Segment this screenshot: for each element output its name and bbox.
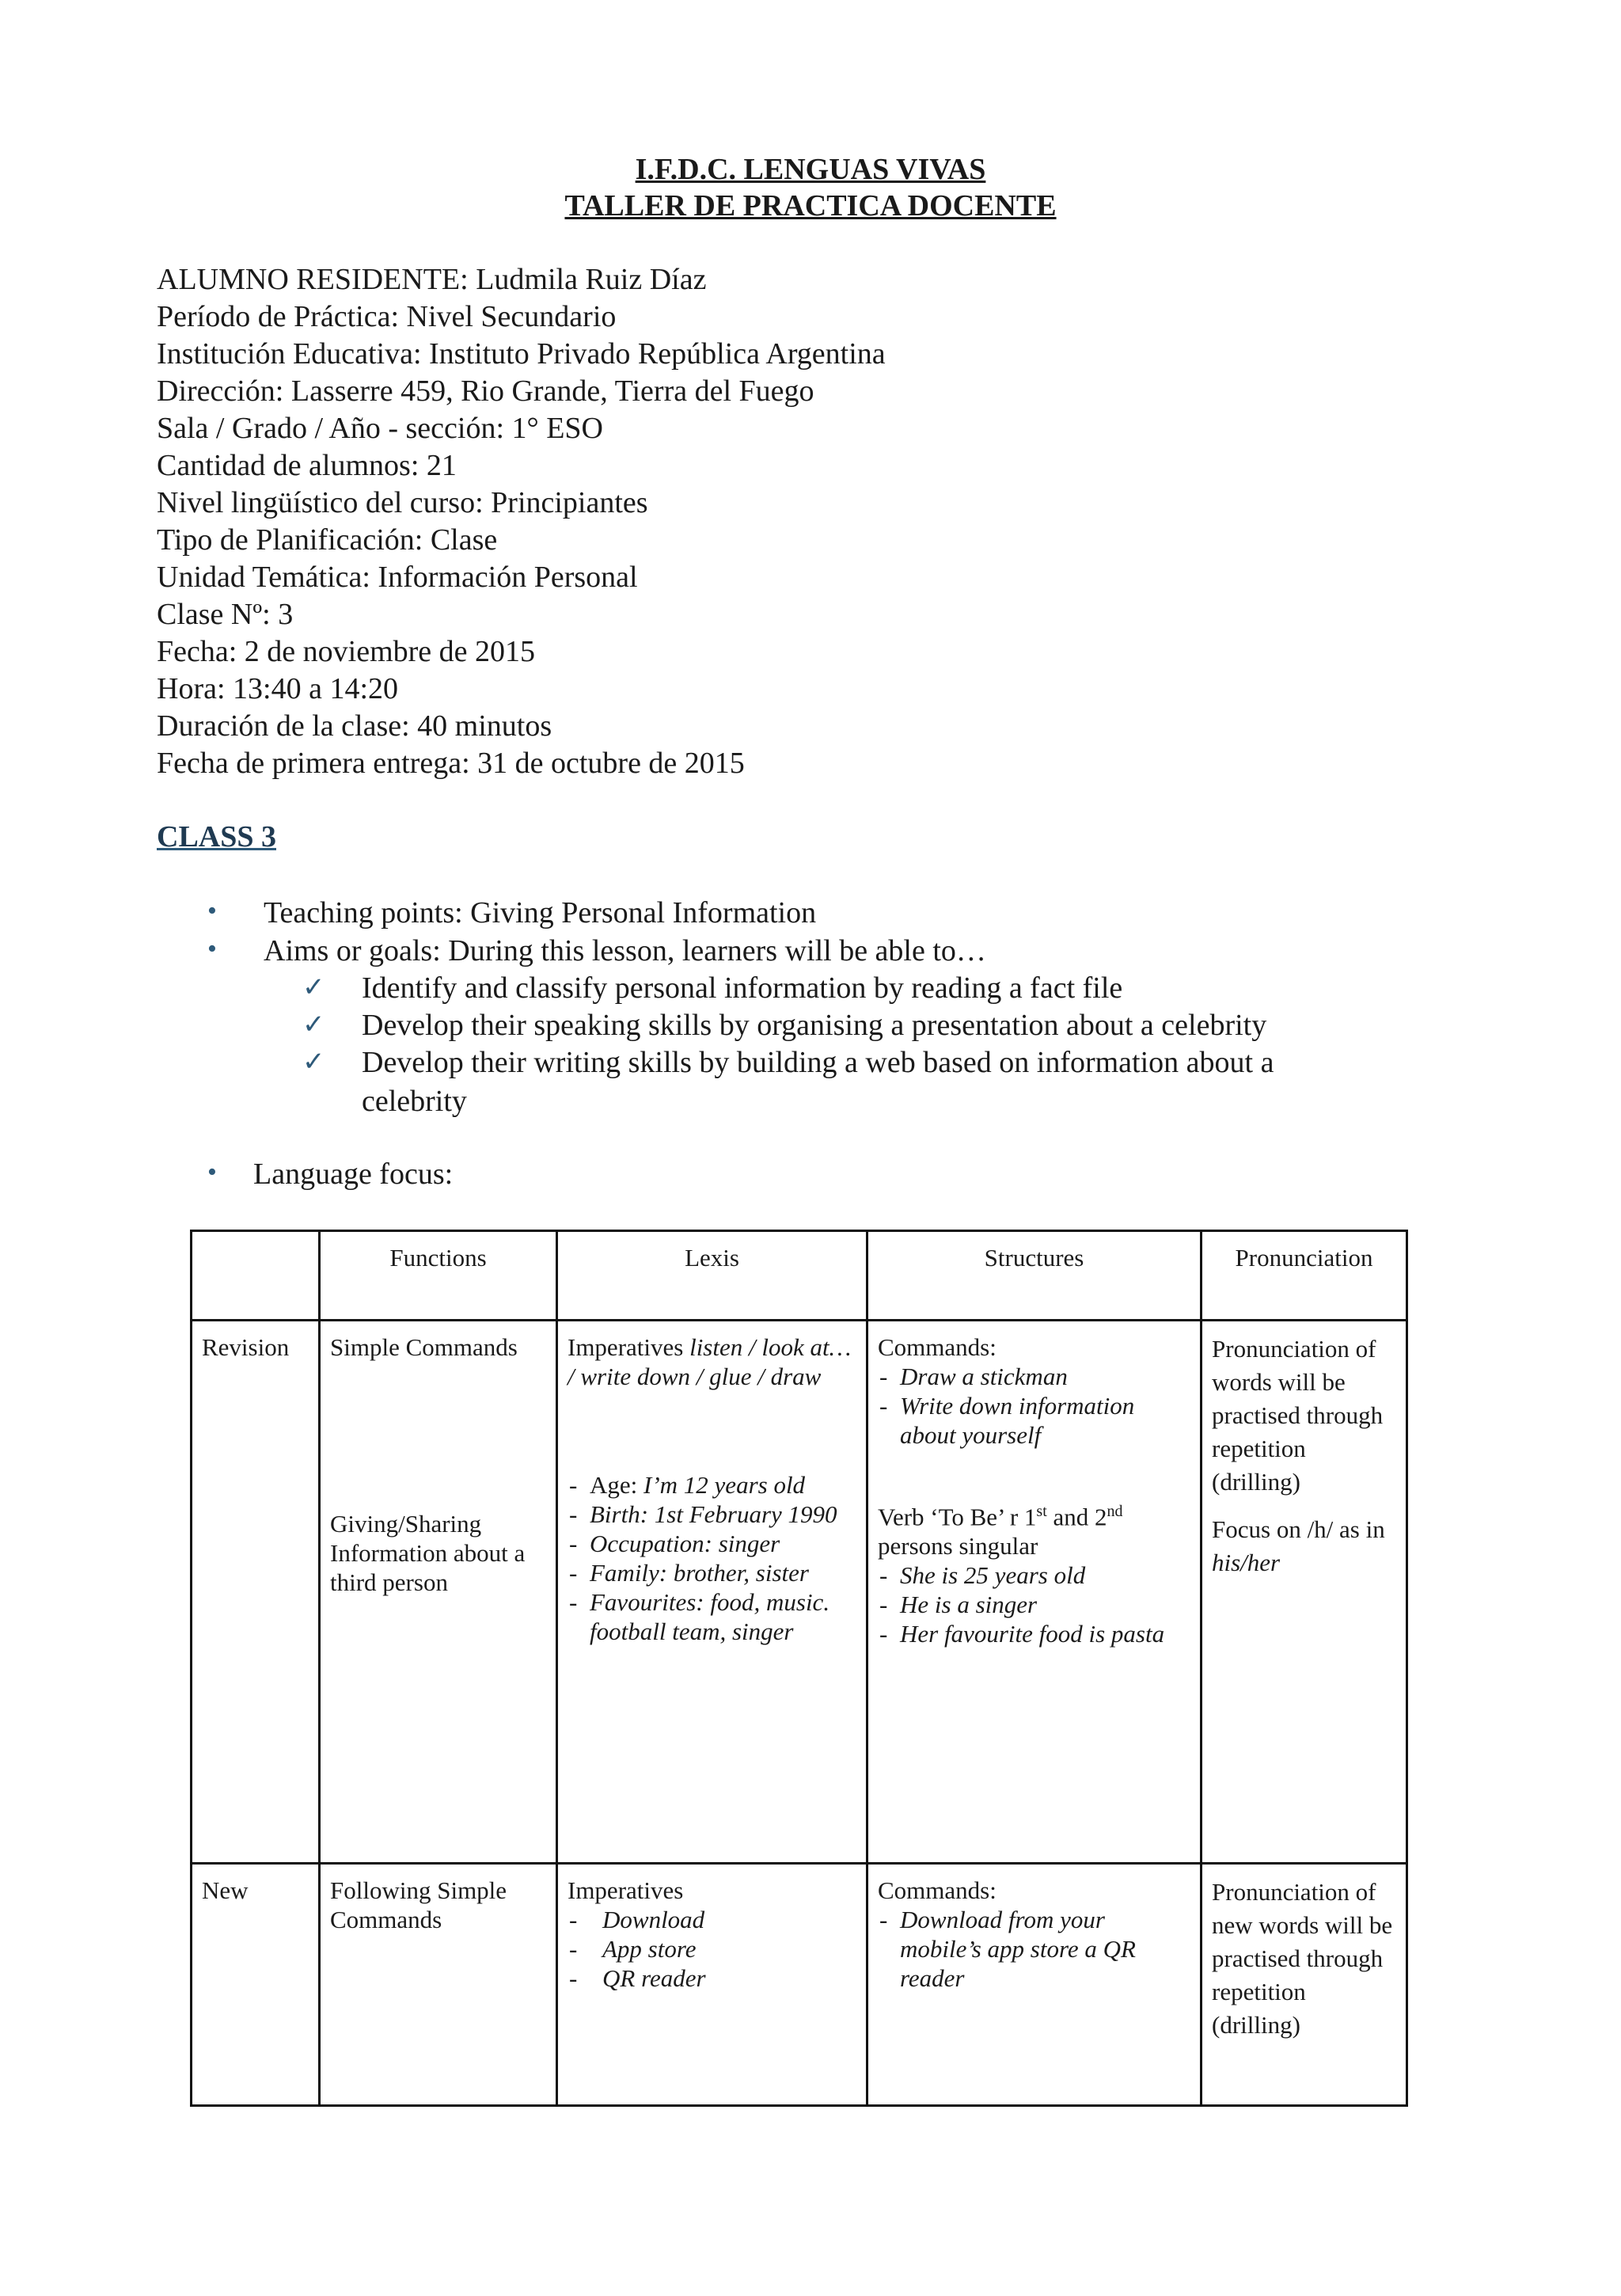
bullet-icon: • xyxy=(207,934,217,964)
list-item: - Download from your mobile’s app store a QR reader xyxy=(878,1905,1190,1993)
language-focus-table xyxy=(190,1230,1408,2107)
structures-title: Commands: xyxy=(878,1876,997,1904)
function-text: Giving/Sharing Information about a third person xyxy=(330,1510,526,1596)
aim-item-continued: celebrity xyxy=(362,1085,467,1118)
function-text: Simple Commands xyxy=(330,1333,518,1361)
verb-text: Verb ‘To Be’ r 1 xyxy=(878,1503,1037,1531)
list-item: - Write down information about yourself xyxy=(878,1391,1190,1450)
lexis-imperatives: listen / look at… / write down / glue / draw xyxy=(568,1333,852,1390)
structures-list xyxy=(878,1362,1190,1450)
list-item: - Draw a stickman xyxy=(878,1362,1190,1391)
row-label: New xyxy=(192,1864,320,2106)
info-line: Período de Práctica: Nivel Secundario xyxy=(157,300,617,333)
list-item: - He is a singer xyxy=(878,1590,1190,1619)
list-item: - Birth: 1st February 1990 xyxy=(568,1500,856,1529)
table-header: Structures xyxy=(867,1231,1202,1321)
list-item: - App store xyxy=(568,1934,856,1963)
pronunciation-text: Pronunciation of words will be practised through repetition (drilling) xyxy=(1212,1335,1384,1496)
list-item: - Occupation: singer xyxy=(568,1529,856,1558)
pronunciation-text: Pronunciation of new words will be practised through repetition (drilling) xyxy=(1212,1878,1393,2039)
info-line: Tipo de Planificación: Clase xyxy=(157,523,498,557)
aims-goals: Aims or goals: During this lesson, learners will be able to… xyxy=(264,934,986,967)
class-title: CLASS 3 xyxy=(157,820,276,853)
functions-cell: Following Simple Commands xyxy=(320,1864,557,2106)
verb-list xyxy=(878,1560,1190,1648)
list-item: - She is 25 years old xyxy=(878,1560,1190,1590)
pronunciation-cell xyxy=(1202,1321,1407,1864)
check-icon: ✓ xyxy=(302,1047,325,1077)
lexis-cell xyxy=(557,1321,867,1864)
table-header-row xyxy=(192,1231,1407,1321)
info-line: Fecha de primera entrega: 31 de octubre de 2015 xyxy=(157,747,745,780)
info-line: Unidad Temática: Información Personal xyxy=(157,561,638,594)
table-header xyxy=(192,1231,320,1321)
lexis-text xyxy=(568,1332,856,1391)
lexis-prefix: Imperatives xyxy=(568,1333,690,1361)
info-line: Dirección: Lasserre 459, Rio Grande, Tierra del Fuego xyxy=(157,374,814,408)
lexis-cell xyxy=(557,1864,867,2106)
structures-list xyxy=(878,1905,1190,1993)
table-row xyxy=(192,1321,1407,1864)
focus-example: his/her xyxy=(1212,1549,1281,1576)
structures-cell xyxy=(867,1864,1202,2106)
verb-text: and 2 xyxy=(1046,1503,1107,1531)
lexis-title: Imperatives xyxy=(568,1876,684,1904)
info-line: Duración de la clase: 40 minutos xyxy=(157,709,552,743)
focus-prefix: Focus on /h/ as in xyxy=(1212,1515,1385,1543)
header-subtitle: TALLER DE PRACTICA DOCENTE xyxy=(564,189,1057,222)
table-row xyxy=(192,1864,1407,2106)
info-line: Hora: 13:40 a 14:20 xyxy=(157,672,399,705)
info-line: Institución Educativa: Instituto Privado República Argentina xyxy=(157,337,886,371)
bullet-icon: • xyxy=(207,896,217,926)
table-header: Functions xyxy=(320,1231,557,1321)
lexis-prefix: Age: xyxy=(590,1471,644,1499)
list-item: - Family: brother, sister xyxy=(568,1558,856,1587)
bullet-icon: • xyxy=(207,1158,217,1187)
aim-item: Identify and classify personal information by reading a fact file xyxy=(362,971,1123,1005)
ordinal: nd xyxy=(1107,1503,1123,1520)
lexis-list xyxy=(568,1905,856,1993)
info-line: Clase Nº: 3 xyxy=(157,598,294,631)
list-item xyxy=(568,1470,856,1500)
list-item: - QR reader xyxy=(568,1963,856,1993)
verb-heading xyxy=(878,1497,1190,1531)
check-icon: ✓ xyxy=(302,1010,325,1040)
info-list xyxy=(157,261,886,782)
info-line: ALUMNO RESIDENTE: Ludmila Ruiz Díaz xyxy=(157,263,707,296)
header-title: I.F.D.C. LENGUAS VIVAS xyxy=(635,153,986,186)
lexis-list xyxy=(568,1470,856,1646)
list-item: - Her favourite food is pasta xyxy=(878,1619,1190,1648)
table-header: Pronunciation xyxy=(1202,1231,1407,1321)
info-line: Fecha: 2 de noviembre de 2015 xyxy=(157,635,536,668)
check-icon: ✓ xyxy=(302,973,325,1002)
pronunciation-focus xyxy=(1212,1513,1396,1579)
info-line: Cantidad de alumnos: 21 xyxy=(157,449,457,482)
list-item: - Download xyxy=(568,1905,856,1934)
info-line: Sala / Grado / Año - sección: 1° ESO xyxy=(157,412,603,445)
ordinal: st xyxy=(1036,1503,1047,1520)
aim-item: Develop their speaking skills by organising a presentation about a celebrity xyxy=(362,1009,1267,1042)
teaching-points: Teaching points: Giving Personal Information xyxy=(264,896,817,929)
pronunciation-cell xyxy=(1202,1864,1407,2106)
info-line: Nivel lingüístico del curso: Principiantes xyxy=(157,486,648,519)
table-header: Lexis xyxy=(557,1231,867,1321)
row-label: Revision xyxy=(192,1321,320,1864)
structures-title: Commands: xyxy=(878,1333,997,1361)
lexis-example: I’m 12 years old xyxy=(643,1471,806,1499)
structures-cell xyxy=(867,1321,1202,1864)
functions-cell xyxy=(320,1321,557,1864)
list-item: - Favourites: food, music. football team, singer xyxy=(568,1587,856,1646)
aim-item: Develop their writing skills by building a web based on information about a xyxy=(362,1046,1274,1079)
verb-tail: persons singular xyxy=(878,1532,1038,1560)
language-focus-label: Language focus: xyxy=(253,1158,454,1191)
